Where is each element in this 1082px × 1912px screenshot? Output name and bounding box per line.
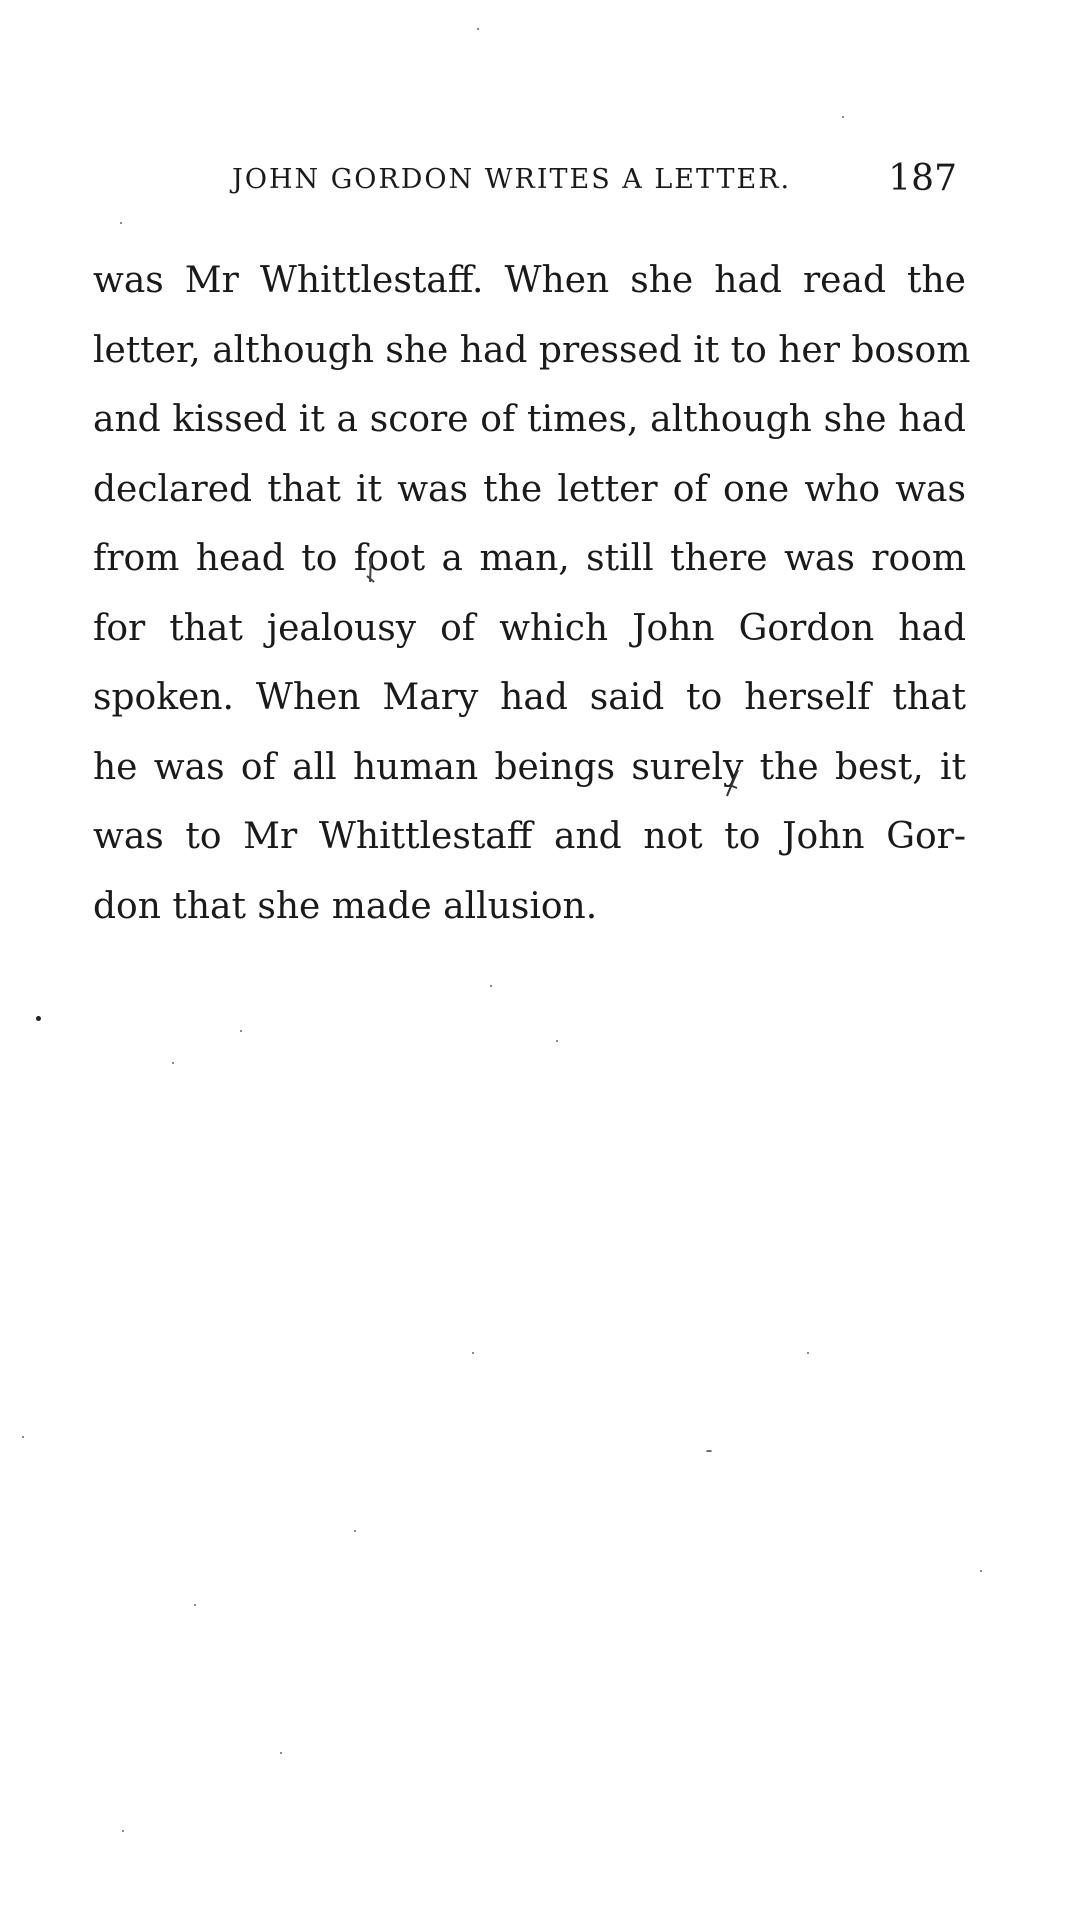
pencil-mark-icon	[362, 556, 380, 586]
text-line: was Mr Whittlestaff. When she had read the	[93, 260, 966, 301]
scan-speck	[477, 28, 479, 30]
scan-speck	[842, 116, 844, 118]
scan-speck	[807, 1352, 809, 1354]
scan-speck	[280, 1752, 282, 1754]
running-head	[232, 158, 957, 202]
scan-speck	[120, 222, 122, 224]
scan-speck	[556, 1040, 558, 1042]
text-line: declared that it was the letter of one who was	[93, 468, 966, 510]
scan-speck	[354, 1530, 356, 1532]
running-head-title: JOHN GORDON WRITES A LETTER.	[232, 164, 792, 195]
text-line: from head to foot a man, still there was room	[93, 538, 966, 579]
body-text	[93, 246, 971, 941]
scan-speck	[194, 1604, 196, 1606]
scan-speck	[122, 1830, 124, 1832]
scan-speck	[980, 1570, 982, 1572]
text-line: for that jealousy of which John Gordon had	[93, 607, 966, 649]
text-line: and kissed it a score of times, although she had	[93, 399, 966, 440]
scan-speck	[172, 1062, 174, 1064]
scan-speck	[706, 1450, 712, 1452]
text-line: don that she made allusion.	[93, 885, 598, 927]
scan-speck	[472, 1352, 474, 1354]
scan-speck	[490, 985, 492, 987]
pencil-mark-icon	[724, 768, 742, 798]
text-line: he was of all human beings surely the best, it	[93, 746, 966, 788]
text-line: was to Mr Whittlestaff and not to John Gor-	[93, 816, 966, 857]
text-line: letter, although she had pressed it to her bosom	[93, 329, 971, 371]
text-line: spoken. When Mary had said to herself that	[93, 677, 966, 718]
scan-speck	[22, 1436, 24, 1438]
page-number: 187	[888, 158, 957, 199]
scan-speck	[36, 1016, 41, 1021]
scan-speck	[240, 1030, 242, 1032]
